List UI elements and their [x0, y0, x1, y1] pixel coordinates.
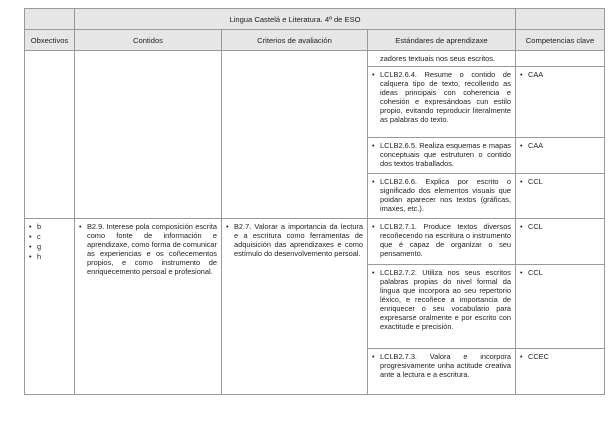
- table-row: [25, 51, 605, 67]
- title-row: [25, 9, 605, 30]
- curriculum-table: [24, 8, 605, 395]
- objective-item: • h: [29, 252, 70, 262]
- standard-cell: [368, 174, 516, 219]
- standard-text: • LCLB2.6.5. Realiza esquemas e mapas conceptuais que estruturen o contido dos textos traballados.: [372, 141, 511, 168]
- table-title: Lingua Castelá e Literatura. 4º de ESO: [75, 9, 516, 30]
- objective-item: • c: [29, 232, 70, 242]
- standard-cell: [368, 138, 516, 174]
- objectives-list: [29, 222, 70, 262]
- competence-text: • CCL: [520, 222, 600, 231]
- standard-cell: [368, 265, 516, 349]
- standard-text: • LCLB2.7.1. Produce textos diversos recoñecendo na escritura o instrumento que é capaz de organizar o seu pensamento.: [372, 222, 511, 258]
- title-blank-cell: [25, 9, 75, 30]
- criteria-cell-empty: [222, 51, 368, 219]
- standard-cell: [368, 219, 516, 265]
- contents-cell-empty: [75, 51, 222, 219]
- objectives-cell: [25, 219, 75, 395]
- header-row: [25, 30, 605, 51]
- objective-item: • g: [29, 242, 70, 252]
- content-text: • B2.9. Interese pola composición escrita como fonte de información e aprendizaxe, como forma de comunicar as experiencias e os coñecementos propios, e como instrumento de enriquecemento persoal e profesional.: [79, 222, 217, 276]
- competence-text: • CCL: [520, 177, 600, 186]
- table-row: [25, 219, 605, 265]
- competence-cell-empty: [516, 51, 605, 67]
- objective-item: • b: [29, 222, 70, 232]
- standard-text: • LCLB2.6.4. Resume o contido de calquera tipo de texto, recollendo as ideas principais con coherencia e cohesión e expresándoas cun estilo propio, evitando reproducir literalmente as palabras do texto.: [372, 70, 511, 124]
- competence-cell: [516, 219, 605, 265]
- objectives-cell-empty: [25, 51, 75, 219]
- competence-text: • CCEC: [520, 352, 600, 361]
- header-criteria: Criterios de avaliación: [222, 30, 368, 51]
- competence-cell: [516, 349, 605, 395]
- curriculum-page: [24, 8, 604, 395]
- criteria-cell: [222, 219, 368, 395]
- standard-text-continued: zadores textuais nos seus escritos.: [380, 54, 496, 63]
- header-competences: Competencias clave: [516, 30, 605, 51]
- competence-cell: [516, 174, 605, 219]
- competence-cell: [516, 138, 605, 174]
- header-standards: Estándares de aprendizaxe: [368, 30, 516, 51]
- standard-cell: [368, 51, 516, 67]
- standard-text: • LCLB2.6.6. Explica por escrito o significado dos elementos visuais que poidan aparecer nos textos (gráficas, imaxes, etc.).: [372, 177, 511, 213]
- title-blank-cell-right: [516, 9, 605, 30]
- competence-text: • CCL: [520, 268, 600, 277]
- contents-cell: [75, 219, 222, 395]
- standard-cell: [368, 349, 516, 395]
- standard-text: • LCLB2.7.3. Valora e incorpora progresivamente unha actitude creativa ante a lectura e a escritura.: [372, 352, 511, 379]
- competence-cell: [516, 67, 605, 138]
- standard-text: • LCLB2.7.2. Utiliza nos seus escritos palabras propias do nivel formal da lingua que incorpora ao seu repertorio léxico, e recoñece a importancia de enriquecer o seu vocabulario para expresarse oralmente e por escrito con exactitude e precisión.: [372, 268, 511, 331]
- header-objectives: Obxectivos: [25, 30, 75, 51]
- standard-cell: [368, 67, 516, 138]
- competence-cell: [516, 265, 605, 349]
- header-contents: Contidos: [75, 30, 222, 51]
- criterion-text: • B2.7. Valorar a importancia da lectura e a escritura como ferramentas de adquisición das aprendizaxes e como estímulo do desenvolvemento persoal.: [226, 222, 363, 258]
- competence-text: • CAA: [520, 70, 600, 79]
- competence-text: • CAA: [520, 141, 600, 150]
